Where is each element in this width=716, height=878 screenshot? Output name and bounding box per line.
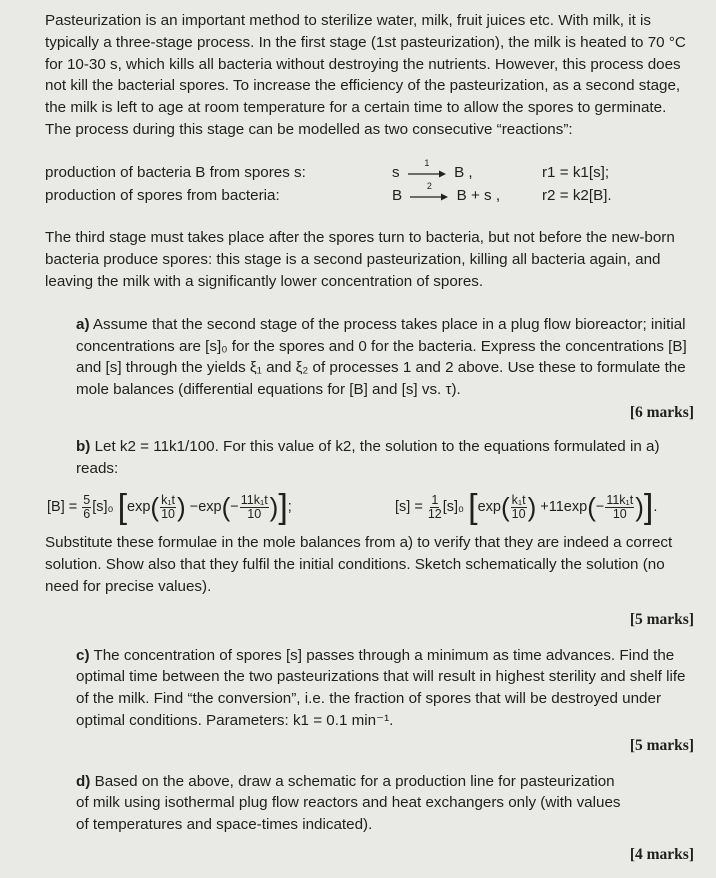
third-stage-paragraph: The third stage must takes place after the spores turn to bacteria, but not before the new-born bacteria produce spores: this stage is a second pasteurization, killing all bacteria again, and leaving the milk with a significantly lower concentration of spores.: [45, 229, 675, 290]
formula-s-kt: k₁t: [511, 492, 526, 507]
question-c: [45, 645, 694, 757]
question-c-letter: c): [76, 646, 90, 664]
formula-B-s0: [s]₀: [92, 499, 114, 516]
question-a-text: Assume that the second stage of the process takes place in a plug flow bioreactor; initial concentrations are [s]₀ for the spores and 0 for the bacteria. Express the concentrations [B] and [s] through the yields ξ₁ and ξ₂ of processes 1 and 2 above. Use these to formulate the mole balances (differential equations for [B] and [s] vs. τ).: [76, 315, 687, 399]
formula-s-s0: [s]₀: [442, 499, 465, 516]
formula-B-neg: −: [230, 499, 239, 516]
reaction-1-reactant: s: [392, 163, 400, 181]
formula-B-kt: k₁t: [161, 492, 176, 507]
formula-B-ten2: 10: [247, 506, 262, 521]
formula-s: [s] = $\frac{1}{12}$ [s]₀ [exp( $\frac{\text{k₁t}}{10}$ ) +11exp(− $\frac{\text{11k₁t}}{10}$ )].: [395, 488, 658, 527]
reaction-2-product: B + s ,: [456, 186, 501, 204]
question-d-text: Based on the above, draw a schematic for a production line for pasteurization of milk using isothermal plug flow reactors and heat exchangers only (with values of temperatures and space-times indicated).: [76, 772, 621, 834]
question-c-marks: [5 marks]: [629, 736, 694, 754]
formula-s-ten1: 10: [511, 506, 526, 521]
rate-1: r1 = k1[s];: [542, 163, 610, 181]
reaction-arrow-icon: [408, 157, 446, 180]
question-c-text: The concentration of spores [s] passes through a minimum as time advances. Find the optimal time between the two pasteurizations that will result in highest sterility and shelf life of the milk. Find “the conversion”, i.e. the fraction of spores that will be destroyed under optimal conditions. Parameters: k1 = 0.1 min⁻¹.: [76, 646, 686, 729]
formula-B-lhs: [B] =: [47, 499, 78, 516]
formula-s-11kt: 11k₁t: [606, 492, 634, 507]
reaction-2-k: 2: [426, 180, 432, 191]
formula-B-coef-den: 6: [83, 506, 91, 521]
formula-B: [B] = $\frac{5}{6}$ [s]₀ [exp( $\frac{\text{k₁t}}{10}$ ) −exp(− $\frac{\text{11k₁t}}{10}$ )];: [47, 488, 292, 527]
question-b: [45, 436, 694, 631]
formula-B-exp2: exp: [198, 499, 222, 516]
formula-s-11exp: 11exp: [548, 499, 588, 516]
formula-s-plus: +: [540, 499, 549, 516]
formula-s-coef-num: 1: [431, 492, 439, 507]
reaction-2-label: production of spores from bacteria:: [45, 186, 280, 204]
formula-B-coef-num: 5: [83, 492, 91, 507]
question-d-letter: d): [76, 772, 91, 790]
question-a-marks: [6 marks]: [629, 403, 694, 421]
formula-B-minus: −: [189, 499, 199, 516]
reaction-scheme: [45, 157, 694, 207]
question-b-letter: b): [76, 437, 91, 455]
question-b-text: Let k2 = 11k1/100. For this value of k2, the solution to the equations formulated in a) reads:: [76, 437, 660, 477]
question-d: [45, 771, 694, 866]
question-a: [45, 314, 694, 424]
reaction-arrow-icon: [410, 180, 448, 203]
reaction-2-equation: [392, 180, 542, 207]
question-d-marks: [4 marks]: [629, 845, 694, 863]
formula-s-ten2: 10: [612, 506, 627, 521]
reaction-1-label: production of bacteria B from spores s:: [45, 163, 306, 181]
question-b-marks: [5 marks]: [629, 610, 694, 628]
reaction-1-product: B ,: [454, 163, 473, 181]
formula-B-ten1: 10: [161, 506, 176, 521]
rate-2: r2 = k2[B].: [542, 186, 612, 204]
question-a-letter: a): [76, 315, 90, 333]
formula-s-coef-den: 12: [427, 506, 442, 521]
intro-paragraph: Pasteurization is an important method to sterilize water, milk, fruit juices etc. With milk, it is typically a three-stage process. In the first stage (1st pasteurization), the milk is heated to 70 °C for 10-30 s, which kills all bacteria without destroying the nutrients. However, this process does not kill the bacterial spores. To increase the efficiency of the pasteurization, as a second stage, the milk is left to age at room temperature for a certain time to allow the spores to germinate. The process during this stage can be modelled as two consecutive “reactions”:: [45, 12, 686, 138]
solution-formulas: [47, 482, 694, 532]
formula-s-lhs: [s] =: [395, 499, 423, 516]
formula-s-neg: −: [595, 499, 605, 516]
formula-s-exp1: exp: [477, 499, 501, 516]
formula-B-11kt: 11k₁t: [240, 492, 268, 507]
reaction-2-reactant: B: [392, 186, 403, 204]
question-b-after: Substitute these formulae in the mole balances from a) to verify that they are indeed a correct solution. Show also that they fulfil the initial conditions. Sketch schematically the solution (no need for precise values).: [45, 534, 673, 595]
formula-B-exp1: exp: [127, 499, 151, 516]
reaction-1-k: 1: [424, 157, 430, 168]
